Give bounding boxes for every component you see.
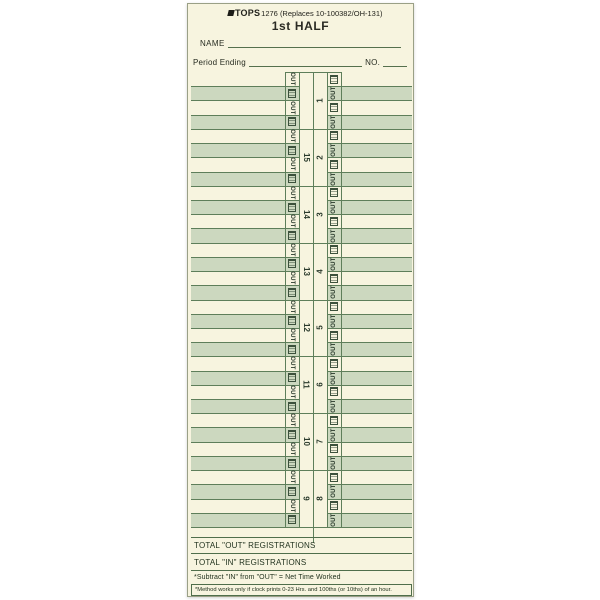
in-marker-icon [330, 188, 338, 197]
in-marker [285, 371, 299, 385]
out-label-text: OUT [330, 114, 337, 129]
product-line [228, 8, 383, 18]
grid-row-stripe [191, 86, 299, 100]
in-marker-icon [330, 444, 338, 453]
day-number-left [299, 491, 313, 507]
out-label [327, 456, 341, 470]
name-label: NAME [200, 39, 225, 48]
grid-group-line [191, 129, 412, 130]
out-label [327, 200, 341, 214]
out-label-text: OUT [288, 214, 295, 229]
in-marker [327, 413, 341, 427]
day-number-right [313, 491, 327, 507]
in-marker-icon [288, 316, 296, 325]
grid-line [191, 100, 299, 101]
day-number-right [313, 263, 327, 279]
out-label [327, 427, 341, 441]
subtract-note: *Subtract "IN" from "OUT" = Net Time Worked [194, 574, 341, 581]
grid-row-stripe [191, 143, 299, 157]
grid-line [191, 342, 299, 343]
in-marker-icon [288, 203, 296, 212]
out-label-text: OUT [330, 285, 337, 300]
day-number-text: 8 [315, 496, 325, 501]
grid-group-line [191, 527, 412, 528]
day-number-text: 10 [301, 437, 311, 447]
tops-logo-mark-icon [227, 10, 234, 16]
period-ending-label: Period Ending [193, 58, 246, 67]
in-marker [285, 456, 299, 470]
in-marker-icon [288, 373, 296, 382]
in-marker-icon [288, 89, 296, 98]
day-number-right [313, 434, 327, 450]
out-label [285, 100, 299, 114]
grid-line [191, 86, 299, 87]
out-label-text: OUT [288, 356, 295, 371]
day-number-text: 13 [301, 266, 311, 276]
day-number-text: 11 [301, 380, 311, 390]
out-label [327, 143, 341, 157]
in-marker [285, 513, 299, 527]
out-label [327, 399, 341, 413]
in-marker [327, 129, 341, 143]
in-marker-icon [288, 515, 296, 524]
day-number-left [299, 320, 313, 336]
out-label-text: OUT [288, 157, 295, 172]
out-label-text: OUT [288, 72, 295, 86]
day-number-text: 3 [315, 211, 325, 217]
grid-line [191, 285, 299, 286]
grid-line [191, 200, 299, 201]
in-marker [285, 143, 299, 157]
out-label-text: OUT [288, 385, 295, 399]
grid-line [191, 399, 299, 400]
out-label-text: OUT [288, 470, 295, 485]
day-number-text: 2 [315, 155, 325, 160]
day-number-text: 12 [301, 323, 311, 333]
out-label [285, 271, 299, 285]
no-write-line [383, 58, 407, 67]
in-marker-icon [288, 146, 296, 155]
out-label [327, 314, 341, 328]
day-number-text: 15 [301, 152, 311, 162]
day-number-text: 4 [315, 268, 325, 274]
no-label: NO. [365, 58, 380, 67]
in-marker [285, 399, 299, 413]
day-number-right [313, 149, 327, 165]
out-label [285, 300, 299, 314]
in-marker-icon [288, 402, 296, 411]
in-marker-icon [288, 174, 296, 183]
out-label [285, 356, 299, 370]
out-label-text: OUT [288, 442, 295, 456]
in-marker [327, 72, 341, 86]
in-marker-icon [330, 302, 338, 311]
in-marker-icon [288, 259, 296, 268]
in-marker [327, 186, 341, 200]
in-marker-icon [330, 160, 338, 169]
grid-group-line [191, 470, 412, 471]
grid-row-stripe [191, 513, 299, 527]
out-label-text: OUT [288, 100, 295, 115]
grid-row-stripe [191, 172, 299, 186]
grid-row-stripe [191, 285, 299, 299]
grid-group-line [191, 243, 412, 244]
out-label [327, 257, 341, 271]
grid-line [191, 257, 299, 258]
out-label [285, 385, 299, 399]
in-marker [327, 157, 341, 171]
out-label [327, 484, 341, 498]
period-write-line [249, 58, 362, 67]
in-marker [327, 385, 341, 399]
total-out-row: TOTAL "OUT" REGISTRATIONS [191, 537, 412, 554]
grid-line [191, 499, 299, 500]
time-card [187, 3, 414, 597]
grid-line [191, 115, 299, 116]
in-marker-icon [288, 117, 296, 126]
out-label-text: OUT [288, 413, 295, 428]
day-number-right [313, 206, 327, 222]
day-number-text: 6 [315, 382, 325, 388]
replaces-text: (Replaces 10-100382/OH-131) [279, 8, 383, 18]
in-marker [327, 442, 341, 456]
grid-line [191, 214, 299, 215]
grid-row-stripe [191, 399, 299, 413]
grid-line [191, 157, 299, 158]
in-marker [327, 271, 341, 285]
day-number-left [299, 206, 313, 222]
day-number-text: 5 [315, 325, 325, 331]
in-marker [285, 314, 299, 328]
in-marker-icon [288, 430, 296, 439]
out-label-text: OUT [288, 186, 295, 200]
in-marker [285, 484, 299, 498]
in-marker-icon [330, 75, 338, 84]
day-number-left [299, 263, 313, 279]
out-label-text: OUT [288, 498, 295, 513]
day-number-text: 14 [301, 209, 311, 219]
in-marker-icon [330, 274, 338, 283]
in-marker-icon [288, 487, 296, 496]
grid-row-stripe [191, 456, 299, 470]
out-label [327, 115, 341, 129]
in-marker-icon [330, 103, 338, 112]
out-label-text: OUT [330, 456, 337, 470]
out-label-text: OUT [330, 513, 337, 527]
grid-group-line [191, 356, 412, 357]
out-label [285, 72, 299, 86]
in-marker-icon [330, 131, 338, 140]
grid-line [191, 143, 299, 144]
in-marker [327, 499, 341, 513]
period-title: 1st HALF [271, 19, 330, 33]
out-label [285, 243, 299, 257]
grid-center-line [313, 72, 314, 543]
method-note-box: *Method works only if clock prints 0-23 Hrs. and 100ths (or 10ths) of an hour. [191, 584, 412, 596]
out-label-text: OUT [288, 299, 295, 314]
day-number-text: 7 [315, 439, 325, 444]
grid-row-stripe [191, 427, 299, 441]
in-marker-icon [288, 231, 296, 240]
out-label [327, 371, 341, 385]
in-marker [285, 427, 299, 441]
day-number-left [299, 377, 313, 393]
grid-line [191, 271, 299, 272]
out-label-text: OUT [330, 484, 337, 499]
in-marker-icon [288, 459, 296, 468]
out-label-text: OUT [330, 370, 337, 385]
day-number-right [313, 92, 327, 108]
grid-line [191, 172, 299, 173]
out-label-text: OUT [330, 200, 337, 214]
brand-text: TOPS [235, 8, 261, 18]
in-marker-icon [330, 245, 338, 254]
grid-row-stripe [191, 314, 299, 328]
out-label [285, 470, 299, 484]
out-label [285, 186, 299, 200]
out-label-text: OUT [288, 328, 295, 342]
form-number: 1276 [261, 8, 278, 18]
out-label [327, 513, 341, 527]
in-marker [285, 115, 299, 129]
total-in-row: TOTAL "IN" REGISTRATIONS [191, 554, 412, 571]
grid-row-stripe [191, 115, 299, 129]
in-marker [285, 342, 299, 356]
in-marker-icon [330, 387, 338, 396]
in-marker-icon [330, 473, 338, 482]
out-label [327, 86, 341, 100]
grid-group-line [191, 300, 412, 301]
name-write-line [228, 39, 401, 48]
in-marker [285, 285, 299, 299]
grid-line [191, 456, 299, 457]
out-label [285, 129, 299, 143]
name-row [200, 39, 404, 48]
in-marker-icon [330, 217, 338, 226]
grid-line [191, 371, 299, 372]
out-label [327, 228, 341, 242]
grid-row-stripe [191, 228, 299, 242]
grid-line [191, 385, 299, 386]
out-label-text: OUT [288, 242, 295, 257]
out-label-text: OUT [330, 427, 337, 442]
out-label-text: OUT [330, 86, 337, 101]
in-marker [285, 228, 299, 242]
day-number-right [313, 377, 327, 393]
in-marker [285, 257, 299, 271]
grid-row-stripe [191, 342, 299, 356]
in-marker-icon [330, 501, 338, 510]
out-label [285, 499, 299, 513]
in-marker [327, 100, 341, 114]
grid-column-line [341, 72, 342, 527]
out-label-text: OUT [330, 257, 337, 271]
in-marker-icon [288, 288, 296, 297]
in-marker [327, 470, 341, 484]
in-marker [285, 200, 299, 214]
out-label-text: OUT [330, 143, 337, 157]
grid-column-line [299, 72, 300, 527]
out-label-text: OUT [330, 171, 337, 186]
grid-group-line [191, 186, 412, 187]
grid-line [191, 314, 299, 315]
grid-row-stripe [191, 257, 299, 271]
in-marker [327, 300, 341, 314]
in-marker-icon [330, 416, 338, 425]
in-marker [327, 214, 341, 228]
in-marker-icon [330, 359, 338, 368]
grid-row-stripe [191, 484, 299, 498]
in-marker [285, 172, 299, 186]
out-label [285, 214, 299, 228]
day-number-left [299, 149, 313, 165]
grid-line [191, 513, 299, 514]
grid-line [191, 442, 299, 443]
out-label-text: OUT [288, 129, 295, 143]
day-number-text: 9 [301, 496, 311, 501]
out-label [285, 442, 299, 456]
out-label-text: OUT [288, 271, 295, 285]
grid-row-stripe [191, 200, 299, 214]
grid-line [191, 427, 299, 428]
in-marker [327, 356, 341, 370]
out-label [285, 157, 299, 171]
out-label-text: OUT [330, 314, 337, 328]
grid-row-stripe [191, 371, 299, 385]
out-label [327, 172, 341, 186]
grid-line [191, 328, 299, 329]
grid-line [191, 228, 299, 229]
in-marker [327, 243, 341, 257]
period-row [193, 58, 407, 67]
day-number-left [299, 434, 313, 450]
totals-section [191, 537, 412, 596]
grid-group-line [191, 413, 412, 414]
in-marker [285, 86, 299, 100]
out-label-text: OUT [330, 228, 337, 243]
out-label [285, 328, 299, 342]
out-label-text: OUT [330, 342, 337, 357]
out-label [285, 413, 299, 427]
in-marker [327, 328, 341, 342]
day-number-text: 1 [315, 98, 325, 103]
out-label [327, 342, 341, 356]
in-marker-icon [288, 345, 296, 354]
grid-line [191, 484, 299, 485]
out-label [327, 285, 341, 299]
out-label-text: OUT [330, 399, 337, 413]
in-marker-icon [330, 331, 338, 340]
punch-grid [191, 72, 412, 543]
day-number-right [313, 320, 327, 336]
